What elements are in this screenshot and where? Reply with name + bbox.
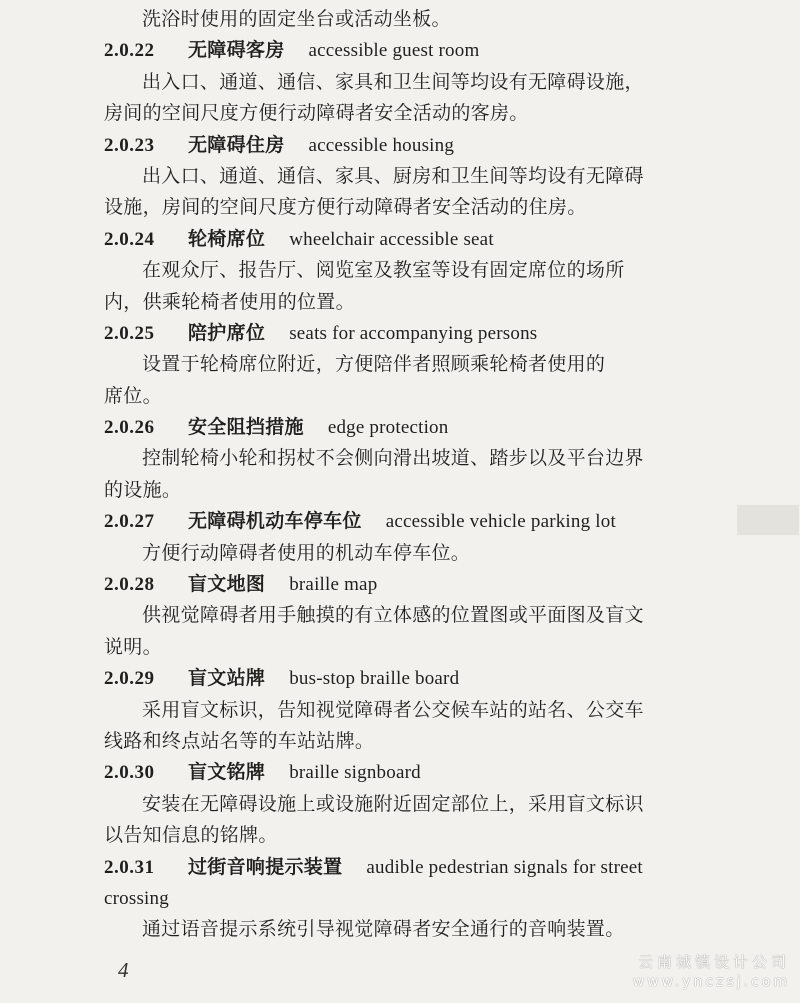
term-heading <box>104 412 684 443</box>
term-english: braille map <box>289 574 378 596</box>
term-chinese: 无障碍住房 <box>188 133 285 156</box>
term-english: seats for accompanying persons <box>289 322 538 344</box>
term-description-line: 在观众厅、报告厅、阅览室及教室等设有固定席位的场所 <box>142 259 625 282</box>
term-description-line: 方便行动障碍者使用的机动车停车位。 <box>142 541 471 564</box>
scan-edge-artifact <box>737 505 799 535</box>
term-heading <box>104 506 684 537</box>
term-chinese: 无障碍客房 <box>188 39 285 62</box>
term-english: braille signboard <box>289 762 421 784</box>
term-english: accessible guest room <box>308 40 480 62</box>
watermark-url: www.ynczsj.com <box>632 974 790 990</box>
term-heading <box>104 663 684 694</box>
term-description-line: 控制轮椅小轮和拐杖不会侧向滑出坡道、踏步以及平台边界 <box>142 447 644 470</box>
term-number: 2.0.25 <box>104 322 155 344</box>
term-description-line: 采用盲文标识，告知视觉障碍者公交候车站的站名、公交车 <box>142 698 644 721</box>
term-description-line: 的设施。 <box>104 478 182 501</box>
term-description-line: 通过语音提示系统引导视觉障碍者安全通行的音响装置。 <box>142 918 625 941</box>
term-english: accessible housing <box>308 134 455 156</box>
term-chinese: 轮椅席位 <box>188 227 266 250</box>
term-description-line: 房间的空间尺度方便行动障碍者安全活动的客房。 <box>104 102 529 125</box>
term-number: 2.0.29 <box>104 668 155 690</box>
intro-line: 洗浴时使用的固定坐台或活动坐板。 <box>142 8 451 30</box>
term-english: bus-stop braille board <box>289 668 460 690</box>
term-number: 2.0.31 <box>104 856 155 878</box>
term-description-line: 出入口、通道、通信、家具、厨房和卫生间等均设有无障碍 <box>142 164 644 187</box>
term-number: 2.0.30 <box>104 762 155 784</box>
term-number: 2.0.23 <box>104 134 155 156</box>
term-description-line: 线路和终点站名等的车站站牌。 <box>104 729 375 752</box>
page-number: 4 <box>118 958 129 982</box>
watermark-company: 云南城镇设计公司 <box>637 953 790 971</box>
term-description-line: 安装在无障碍设施上或设施附近固定部位上，采用盲文标识 <box>142 792 644 815</box>
term-number: 2.0.26 <box>104 417 155 439</box>
term-description-line: 设施，房间的空间尺度方便行动障碍者安全活动的住房。 <box>104 196 587 219</box>
term-chinese: 盲文地图 <box>188 573 266 596</box>
term-heading <box>104 318 684 349</box>
term-chinese: 陪护席位 <box>188 321 266 344</box>
term-chinese: 安全阻挡措施 <box>188 416 304 439</box>
term-english-continued <box>104 883 684 914</box>
definitions-text <box>104 4 684 946</box>
term-number: 2.0.27 <box>104 511 155 533</box>
term-english: accessible vehicle parking lot <box>385 511 616 533</box>
term-number: 2.0.24 <box>104 228 155 250</box>
term-heading <box>104 35 684 66</box>
term-description-line: 供视觉障碍者用手触摸的有立体感的位置图或平面图及盲文 <box>142 604 644 627</box>
term-description-line: 设置于轮椅席位附近，方便陪伴者照顾乘轮椅者使用的 <box>142 353 606 376</box>
term-description-line: 出入口、通道、通信、家具和卫生间等均设有无障碍设施， <box>142 70 644 93</box>
term-heading <box>104 224 684 255</box>
term-english-continued-text: crossing <box>104 887 169 909</box>
term-chinese: 无障碍机动车停车位 <box>188 510 362 533</box>
term-chinese: 盲文铭牌 <box>188 761 266 784</box>
term-heading <box>104 569 684 600</box>
term-heading <box>104 757 684 788</box>
term-english: edge protection <box>327 417 449 439</box>
term-chinese: 过街音响提示装置 <box>188 855 343 878</box>
term-heading <box>104 130 684 161</box>
term-description-line: 以告知信息的铭牌。 <box>104 824 278 847</box>
term-english: wheelchair accessible seat <box>289 228 494 250</box>
term-number: 2.0.22 <box>104 40 155 62</box>
term-description-line: 说明。 <box>104 635 162 658</box>
term-description-line: 内，供乘轮椅者使用的位置。 <box>104 290 355 313</box>
term-english: audible pedestrian signals for street <box>366 856 643 878</box>
watermark <box>600 952 790 992</box>
term-heading <box>104 852 684 883</box>
term-chinese: 盲文站牌 <box>188 667 266 690</box>
term-description-line: 席位。 <box>104 384 162 407</box>
term-number: 2.0.28 <box>104 574 155 596</box>
